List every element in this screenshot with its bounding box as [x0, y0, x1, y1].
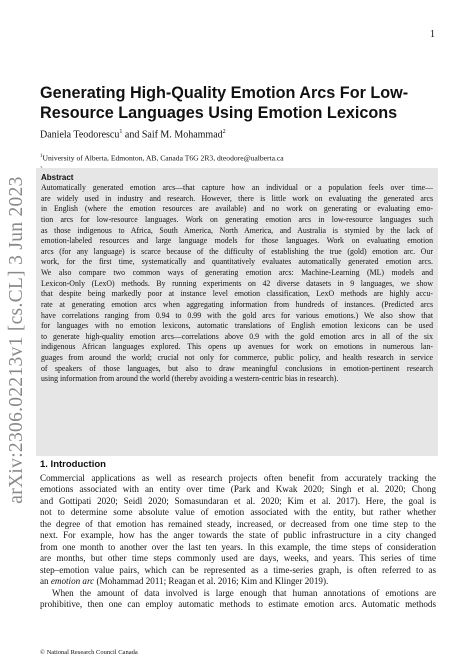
paper-title: Generating High-Quality Emotion Arcs For Low-Resource Languages Using Emotion Lexicons	[40, 84, 409, 122]
text-line: indigenous African languages explored. This opens up avenues for work on emotions in numerous lan-	[41, 342, 433, 352]
abstract-heading: Abstract	[41, 173, 74, 182]
abstract-box	[36, 168, 438, 456]
introduction-body	[40, 473, 436, 610]
text-line: tion arcs for low-resource languages. Work on generating emotion arcs in low-resource languages such	[41, 214, 433, 224]
text-line: rate at generating emotion arcs when aggregating information from hundreds of instances. (Predicted arcs	[41, 299, 433, 309]
text-line: and Gottipati 2020; Seidl 2020; Somasundaran et al. 2020; Kim et al. 2017). Here, the goal is	[40, 495, 436, 506]
text-line: to generate high-quality emotion arcs—correlations above 0.9 with the gold emotion arcs in all of the six	[41, 331, 433, 341]
affiliation-marker: 1	[119, 129, 123, 135]
arxiv-identifier: arXiv:2306.02213v1 [cs.CL] 3 Jun 2023	[6, 176, 27, 504]
text-line: from one month to another over the last ten years. In this example, the time steps of consideration	[40, 541, 436, 552]
text-line: arcs (for any language) is scarce because of the difficulty of establishing the true (gold) emotion arc. Our	[41, 246, 433, 256]
section-heading: 1. Introduction	[40, 459, 106, 470]
text-line: next. For example, how has the anger towards the state of public infrastructure in a city changed	[40, 530, 436, 541]
text-line: Lexicon-Only (LexO) methods. By running experiments on 42 diverse datasets in 9 languages, we show	[41, 278, 433, 288]
text-line: using information from around the world (thereby avoiding a western-centric bias in research).	[41, 374, 339, 384]
affiliation-marker: 2	[222, 129, 226, 135]
text-line: emotions associated with an entity over time (Park and Kwak 2020; Singh et al. 2020; Chong	[40, 484, 436, 495]
text-line: Automatically generated emotion arcs—that capture how an individual or a population feels over time—	[41, 183, 433, 192]
text-line: are widely used in industry and research. However, there is little work on evaluating the generated arcs	[41, 193, 433, 203]
text-line: are months, but other time steps commonly used are days, weeks, and years. This series of time	[40, 553, 436, 564]
text-line: work, for the first time, systematically and quantitatively evaluates automatically generated emotion arcs.	[41, 257, 433, 267]
text-line: have correlations ranging from 0.94 to 0.99 with the gold arcs for various emotions.) We also show that	[41, 310, 433, 320]
paragraph-line: an emotion arc (Mohammad 2011; Reagan et al. 2016; Kim and Klinger 2019).	[40, 576, 329, 587]
text-line: for languages with no emotion lexicons, automatic translations of English emotion lexicons can be used	[41, 321, 433, 331]
text-line: step–emotion value pairs, which can be represented as a time-series graph, is often referred to as	[40, 564, 436, 575]
text-line: of speakers of those languages, but also to draw meaningful conclusions in emotion-pertinent research	[41, 363, 433, 373]
page-number: 1	[430, 29, 435, 40]
emphasis: emotion arc	[50, 576, 95, 587]
text-line: emotion-labeled resources and large language models for those languages. Work on evaluating emotion	[41, 236, 433, 246]
author-name: Daniela Teodorescu	[40, 129, 120, 141]
author-name: and Saif M. Mohammad	[122, 129, 223, 141]
text-line: the degree of that emotion has remained steady, increased, or decreased from one time step to the	[40, 518, 436, 529]
text-line: prohibitive, then one can employ automatic methods to estimate emotion arcs. Automatic methods	[40, 598, 436, 609]
text-line: in English (where the emotion resources are available) and no work on generating or evaluating emo-	[41, 204, 433, 214]
paragraph	[40, 588, 436, 611]
text-line: Commercial applications as well as research projects often benefit from accurately tracking the	[40, 473, 436, 483]
text-line: guages from around the world; crucial not only for commerce, public policy, and health research in service	[41, 353, 433, 362]
text-line: that despite being markedly poor at instance level emotion classification, LexO methods are highly accu-	[41, 289, 433, 299]
paragraph	[40, 473, 436, 576]
affiliation: $^1$University of Alberta, Edmonton, AB, Canada T6G 2R3, dteodore@ualberta.ca	[40, 153, 284, 163]
text-line: When the amount of data involved is large enough that human annotations of emotions are	[52, 587, 436, 598]
text-line: We also compare two common ways of generating emotion arcs: Machine-Learning (ML) models and	[41, 268, 433, 277]
text-line: as those indigenous to Africa, South America, North America, and Australia is stymied by the lack of	[41, 225, 433, 235]
abstract-text	[41, 183, 433, 385]
text-line: not to determine some absolute value of emotion associated with the entity, but rather whether	[40, 507, 436, 518]
author-list	[40, 129, 226, 140]
copyright-footer: © National Research Council Canada	[40, 649, 138, 656]
